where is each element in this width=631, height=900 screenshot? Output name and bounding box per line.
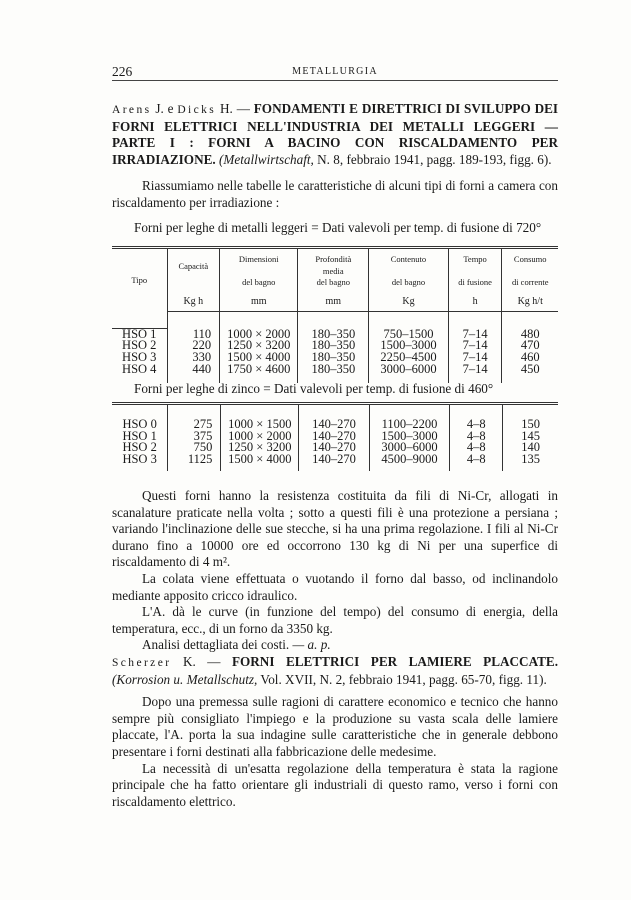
cell-prof: 140–270 [299, 419, 370, 431]
unit-dimensioni: mm [220, 289, 298, 312]
cell-prof: 140–270 [299, 442, 370, 454]
col-dimensioni-sub: del bagno [242, 277, 276, 288]
cell-cap: 440 [167, 364, 220, 376]
intro-paragraph: Riassumiamo nelle tabelle le caratteristiche di alcuni tipi di forni a camera con riscaldamento per irradiazione : [112, 178, 558, 210]
cell-tipo: HSO 1 [122, 326, 157, 341]
cell-tipo: HSO 3 [122, 350, 157, 365]
cell-cap: 1125 [168, 454, 221, 466]
unit-tempo: h [448, 289, 502, 312]
author-b-initial: H. [220, 101, 233, 116]
cell-tipo: HSO 3 [122, 451, 157, 466]
cell-dim: 1500 × 4000 [221, 454, 299, 466]
col-tempo [448, 248, 502, 289]
cell-tempo: 4–8 [450, 419, 503, 431]
cell-tempo: 4–8 [450, 454, 503, 466]
cell-cont: 1500–3000 [369, 431, 449, 443]
unit-capacita: Kg h [167, 289, 220, 312]
cell-dim: 1000 × 2000 [221, 431, 299, 443]
col-contenuto [369, 248, 448, 289]
cell-cont: 1100–2200 [369, 419, 449, 431]
cell-tempo: 4–8 [450, 442, 503, 454]
cell-tempo: 4–8 [450, 431, 503, 443]
dash: — [232, 101, 254, 116]
col-tempo-sub: di fusione [458, 277, 492, 288]
abstract-entry-arens-dicks [112, 101, 558, 236]
author-initial: K. [182, 654, 196, 669]
cell-cap: 220 [167, 340, 220, 352]
cell-dim: 1750 × 4600 [220, 364, 298, 376]
cell-cont: 3000–6000 [369, 442, 449, 454]
journal-title: METALLURGIA [292, 66, 378, 77]
unit-contenuto: Kg [369, 289, 448, 312]
cell-cap: 275 [168, 419, 221, 431]
col-consumo-sub: di corrente [511, 277, 549, 288]
cell-cons: 470 [502, 340, 558, 352]
cell-cont: 2250–4500 [369, 352, 448, 364]
col-consumo [502, 248, 558, 289]
col-tempo-label: Tempo [463, 254, 487, 264]
table-zinc [112, 402, 558, 471]
cell-dim: 1000 × 1500 [221, 419, 299, 431]
cell-cons: 460 [502, 352, 558, 364]
cell-cont: 750–1500 [369, 328, 448, 340]
col-profondita-label: Profondità [315, 254, 352, 264]
cell-tempo: 7–14 [448, 364, 502, 376]
cell-cont: 3000–6000 [369, 364, 448, 376]
table-unit-row [112, 289, 558, 312]
cell-prof: 140–270 [299, 454, 370, 466]
col-consumo-label: Consumo [513, 254, 547, 264]
signature: — a. p. [292, 637, 331, 653]
cell-prof: 180–350 [298, 352, 369, 364]
cell-tempo: 7–14 [448, 340, 502, 352]
running-head [112, 64, 558, 80]
cell-tipo: HSO 2 [122, 440, 157, 455]
unit-profondita: mm [298, 289, 369, 312]
abstract-body-arens-dicks [112, 488, 558, 654]
col-dimensioni [220, 248, 298, 289]
col-contenuto-sub: del bagno [391, 277, 426, 288]
cell-tempo: 7–14 [448, 328, 502, 340]
author-a: Arens [112, 104, 152, 116]
cell-prof: 140–270 [299, 431, 370, 443]
body-paragraph: La necessità di un'esatta regolazione della temperatura è stata la ragione principale che ha fatto orientare gli industriali di questo ramo, verso i forni con riscaldamento elettrico. [112, 760, 558, 809]
source-journal: (Metallwirtschaft, [218, 151, 314, 167]
author: Scherzer [112, 657, 172, 669]
article-title: FORNI ELETTRICI PER LAMIERE PLACCATE. [231, 654, 559, 669]
cell-cap: 375 [168, 431, 221, 443]
author-b: Dicks [177, 104, 217, 116]
cell-dim: 1250 × 3200 [221, 442, 299, 454]
table1-caption: Forni per leghe di metalli leggeri = Dati valevoli per temp. di fusione di 720° [134, 219, 542, 235]
cell-cap: 330 [167, 352, 220, 364]
cell-dim: 1000 × 2000 [220, 328, 298, 340]
col-profondita-sub2: del bagno [316, 277, 350, 288]
cell-dim: 1250 × 3200 [220, 340, 298, 352]
cell-cont: 4500–9000 [369, 454, 449, 466]
reference [112, 654, 558, 688]
col-contenuto-label: Contenuto [390, 254, 427, 264]
cell-cons: 135 [503, 454, 558, 466]
body-paragraph: Analisi dettagliata dei costi. [142, 637, 290, 653]
body-paragraph: L'A. dà le curve (in funzione del tempo) del consumo di energia, della temperatura, ecc., di un forno da 3350 kg. [112, 604, 558, 636]
cell-cons: 150 [503, 419, 558, 431]
col-profondita [298, 248, 369, 289]
table-row [112, 454, 558, 466]
cell-tipo: HSO 2 [122, 338, 157, 353]
table-spacer-row [112, 312, 558, 329]
cell-tipo: HSO 0 [122, 417, 157, 431]
author-a-initial: J. e [155, 101, 174, 116]
col-profondita-sub1: media [322, 265, 344, 276]
cell-cons: 480 [502, 328, 558, 340]
dash: — [195, 654, 232, 669]
table2-caption: Forni per leghe di zinco = Dati valevoli per temp. di fusione di 460° [134, 381, 494, 396]
cell-prof: 180–350 [298, 364, 369, 376]
header-rule [112, 80, 558, 81]
col-capacita: Capacità [167, 248, 220, 289]
col-dimensioni-label: Dimensioni [238, 254, 279, 264]
body-paragraph: Questi forni hanno la resistenza costituita da fili di Ni-Cr, allogati in scanalature praticate nella volta ; sotto a questi fili è una protezione a persiana ; variando l'inclinazione delle sue stecche, si ha una prima regolazione. I fili al Ni-Cr durano fino a 10000 ore ed occorrono 130 kg di Ni per una superfice di riscaldamento di 4 m². [112, 488, 558, 570]
cell-cap: 750 [168, 442, 221, 454]
citation: Vol. XVII, N. 2, febbraio 1941, pagg. 65-70, figg. 11). [260, 671, 547, 687]
cell-cons: 145 [503, 431, 558, 443]
cell-cap: 110 [167, 328, 220, 340]
citation: N. 8, febbraio 1941, pagg. 189-193, figg. 6). [317, 151, 552, 167]
page-number: 226 [112, 64, 133, 79]
cell-prof: 180–350 [298, 328, 369, 340]
col-tipo: Tipo [112, 248, 167, 312]
body-paragraph-last [112, 637, 558, 654]
table-header-row [112, 248, 558, 289]
article-title: FONDAMENTI E DIRETTRICI DI SVILUPPO DEI FORNI ELETTRICI NELL'INDUSTRIA DEI METALLI LEGGERI — PARTE I : FORNI A BACINO CON RISCALDAMENTO PER IRRADIAZIONE. [112, 101, 559, 167]
body-paragraph: Dopo una premessa sulle ragioni di carattere economico e tecnico che hanno sempre più consigliato l'impiego e la produzione su vasta scala delle lamiere placcate, l'A. porta la sua indagine sulle caratteristiche che in generale debbono presentare i forni destinati alla fabbricazione delle medesime. [112, 694, 558, 759]
cell-cons: 140 [503, 442, 558, 454]
table-light-metals [112, 246, 558, 383]
cell-prof: 180–350 [298, 340, 369, 352]
body-paragraph: La colata viene effettuata o vuotando il forno dal basso, od inclinandolo mediante apposito cricco idraulico. [112, 570, 558, 603]
table-end-row [112, 465, 558, 471]
cell-tipo: HSO 1 [122, 428, 157, 443]
unit-consumo: Kg h/t [502, 289, 558, 312]
abstract-entry-scherzer [112, 654, 558, 810]
cell-cons: 450 [502, 364, 558, 376]
cell-cont: 1500–3000 [369, 340, 448, 352]
source-journal: (Korrosion u. Metallschutz, [112, 671, 258, 687]
cell-dim: 1500 × 4000 [220, 352, 298, 364]
reference [112, 101, 558, 168]
cell-tempo: 7–14 [448, 352, 502, 364]
table-row [112, 364, 558, 376]
cell-tipo: HSO 4 [122, 361, 157, 376]
